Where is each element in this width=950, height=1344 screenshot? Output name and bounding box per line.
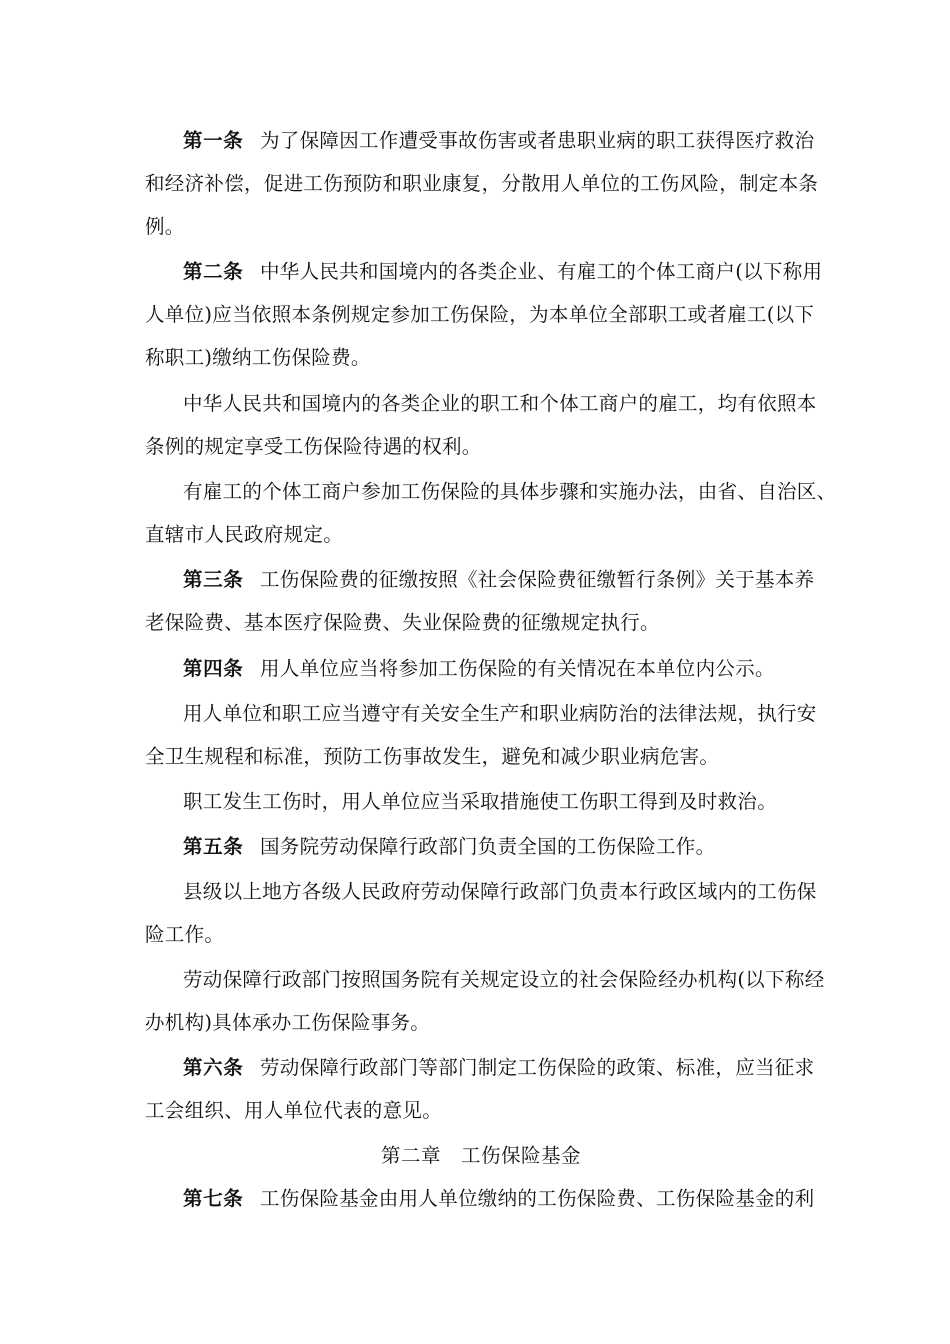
paragraph-line: 劳动保障行政部门等部门制定工伤保险的政策、标准，应当征求 xyxy=(260,1056,815,1079)
paragraph-line: 险工作。 xyxy=(145,923,225,946)
paragraph-line: 工会组织、用人单位代表的意见。 xyxy=(145,1099,443,1122)
paragraph-line: 人单位)应当依照本条例规定参加工伤保险，为本单位全部职工或者雇工(以下 xyxy=(145,303,815,326)
article-label: 第三条 xyxy=(183,568,244,591)
paragraph-line: 国务院劳动保障行政部门负责全国的工伤保险工作。 xyxy=(260,835,716,858)
article-label: 第四条 xyxy=(183,657,244,680)
paragraph-line: 直辖市人民政府规定。 xyxy=(145,523,344,546)
article-label: 第一条 xyxy=(183,129,244,152)
paragraph-line: 中华人民共和国境内的各类企业的职工和个体工商户的雇工，均有依照本 xyxy=(183,392,817,415)
paragraph-line: 和经济补偿，促进工伤预防和职业康复，分散用人单位的工伤风险，制定本条 xyxy=(145,172,819,195)
paragraph-line: 用人单位应当将参加工伤保险的有关情况在本单位内公示。 xyxy=(260,657,775,680)
paragraph-line: 例。 xyxy=(145,215,185,238)
paragraph-line: 职工发生工伤时，用人单位应当采取措施使工伤职工得到及时救治。 xyxy=(183,790,778,813)
paragraph-line: 用人单位和职工应当遵守有关安全生产和职业病防治的法律法规，执行安 xyxy=(183,702,817,725)
article-label: 第五条 xyxy=(183,835,244,858)
paragraph-line: 劳动保障行政部门按照国务院有关规定设立的社会保险经办机构(以下称经 xyxy=(183,968,825,991)
article-label: 第二条 xyxy=(183,260,244,283)
paragraph-line: 工伤保险基金由用人单位缴纳的工伤保险费、工伤保险基金的利 xyxy=(260,1187,815,1210)
paragraph-line: 工伤保险费的征缴按照《社会保险费征缴暂行条例》关于基本养 xyxy=(260,568,815,591)
paragraph-line: 全卫生规程和标准，预防工伤事故发生，避免和减少职业病危害。 xyxy=(145,745,720,768)
paragraph-line: 条例的规定享受工伤保险待遇的权利。 xyxy=(145,435,482,458)
paragraph-line: 为了保障因工作遭受事故伤害或者患职业病的职工获得医疗救治 xyxy=(260,129,815,152)
paragraph-line: 中华人民共和国境内的各类企业、有雇工的个体工商户(以下称用 xyxy=(260,260,823,283)
paragraph-line: 称职工)缴纳工伤保险费。 xyxy=(145,346,371,369)
paragraph-line: 办机构)具体承办工伤保险事务。 xyxy=(145,1011,431,1034)
paragraph-line: 有雇工的个体工商户参加工伤保险的具体步骤和实施办法，由省、自治区、 xyxy=(183,480,837,503)
paragraph-line: 老保险费、基本医疗保险费、失业保险费的征缴规定执行。 xyxy=(145,611,660,634)
paragraph-line: 县级以上地方各级人民政府劳动保障行政部门负责本行政区域内的工伤保 xyxy=(183,880,817,903)
article-label: 第六条 xyxy=(183,1056,244,1079)
article-label: 第七条 xyxy=(183,1187,244,1210)
chapter-heading: 第二章 工伤保险基金 xyxy=(381,1144,582,1167)
